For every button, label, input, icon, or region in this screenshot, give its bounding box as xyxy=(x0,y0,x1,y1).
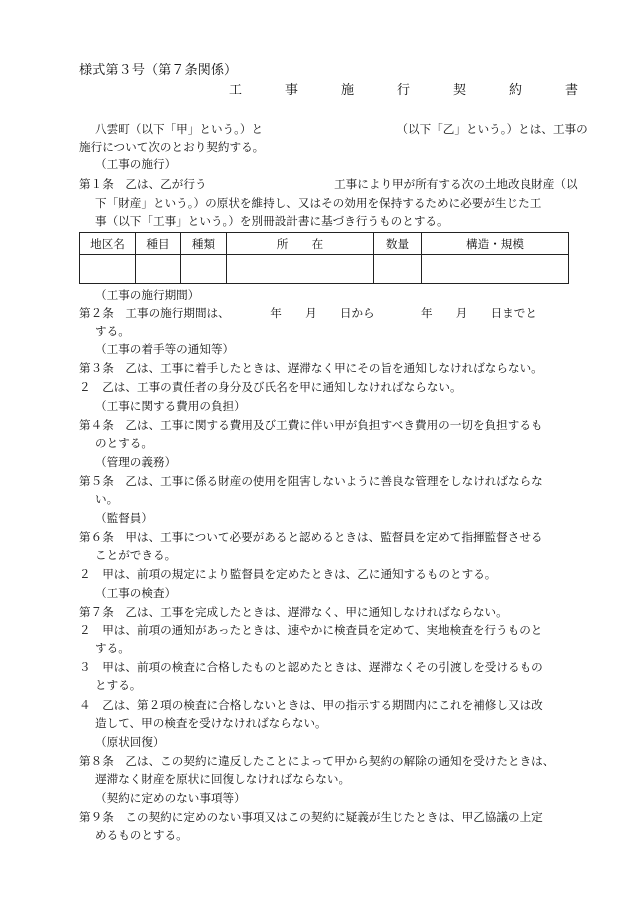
table-header-cell: 地区名 xyxy=(80,233,136,255)
document-title: 工 事 施 行 契 約 書 xyxy=(229,83,594,98)
table-cell xyxy=(80,255,136,284)
contract-text-line: ことができる。 xyxy=(95,548,177,562)
property-table-header-row xyxy=(80,233,569,255)
contract-text-line: （原状回復） xyxy=(95,735,165,749)
contract-text-line: 第２条 工事の施行期間は、 年 月 日から 年 月 日までと xyxy=(79,306,537,320)
contract-text-line: ２ 乙は、工事の責任者の身分及び氏名を甲に通知しなければならない。 xyxy=(79,380,462,394)
contract-text-line: （工事の施行） xyxy=(95,157,177,171)
table-header-cell: 構造・規模 xyxy=(422,233,569,255)
contract-text-line: （管理の義務） xyxy=(95,455,177,469)
contract-text-line: する。 xyxy=(95,324,130,338)
contract-text-line: （工事に関する費用の負担） xyxy=(95,399,246,413)
contract-text-line: 第６条 甲は、工事について必要があると認めるときは、監督員を定めて指揮監督させる xyxy=(79,530,543,544)
contract-text-line: のとする。 xyxy=(95,436,153,450)
contract-text-line: 遅滞なく財産を原状に回復しなければならない。 xyxy=(95,772,351,786)
contract-text-line: 造して、甲の検査を受けなければならない。 xyxy=(95,716,327,730)
contract-text-line: 第４条 乙は、工事に関する費用及び工費に伴い甲が負担すべき費用の一切を負担するも xyxy=(79,418,543,432)
form-number: 様式第３号（第７条関係） xyxy=(79,63,238,78)
intro-line-1: 八雲町（以下「甲」という。）と （以下「乙」という。）とは、工事の xyxy=(95,122,588,136)
contract-text-line: （契約に定めのない事項等） xyxy=(95,791,246,805)
contract-text-line: （監督員） xyxy=(95,511,153,525)
contract-text-line: ２ 甲は、前項の規定により監督員を定めたときは、乙に通知するものとする。 xyxy=(79,567,497,581)
contract-text-line: 下「財産」という。）の原状を維持し、又はその効用を保持するために必要が生じた工 xyxy=(95,196,542,210)
table-cell xyxy=(422,255,569,284)
contract-text-line: ２ 甲は、前項の通知があったときは、速やかに検査員を定めて、実地検査を行うものと xyxy=(79,623,543,637)
contract-text-line: ３ 甲は、前項の検査に合格したものと認めたときは、遅滞なくその引渡しを受けるもの xyxy=(79,660,543,674)
contract-text-line: 第３条 乙は、工事に着手したときは、遅滞なく甲にその旨を通知しなければならない。 xyxy=(79,361,543,375)
table-header-cell: 種類 xyxy=(181,233,227,255)
property-table-row xyxy=(80,255,569,284)
contract-text-line: 第８条 乙は、この契約に違反したことによって甲から契約の解除の通知を受けたときは、 xyxy=(79,754,555,768)
table-header-cell: 所 在 xyxy=(227,233,374,255)
property-table xyxy=(79,232,569,284)
contract-text-line: 第１条 乙は、乙が行う 工事により甲が所有する次の土地改良財産（以 xyxy=(79,177,578,191)
contract-text-line: する。 xyxy=(95,641,130,655)
contract-text-line: ４ 乙は、第２項の検査に合格しないときは、甲の指示する期間内にこれを補修し又は改 xyxy=(79,698,543,712)
contract-text-line: 第５条 乙は、工事に係る財産の使用を阻害しないように善良な管理をしなければならな xyxy=(79,474,543,488)
table-cell xyxy=(136,255,181,284)
contract-text-line: 第７条 乙は、工事を完成したときは、遅滞なく、甲に通知しなければならない。 xyxy=(79,605,508,619)
table-cell xyxy=(227,255,374,284)
table-cell xyxy=(374,255,422,284)
intro-line-2: 施行について次のとおり契約する。 xyxy=(79,140,265,154)
contract-text-line: めるものとする。 xyxy=(95,828,188,842)
contract-text-line: とする。 xyxy=(95,678,142,692)
table-cell xyxy=(181,255,227,284)
table-header-cell: 数量 xyxy=(374,233,422,255)
table-header-cell: 種目 xyxy=(136,233,181,255)
contract-text-line: い。 xyxy=(95,492,119,506)
contract-text-line: 事（以下「工事」という。）を別冊設計書に基づき行うものとする。 xyxy=(95,214,449,228)
contract-text-line: （工事の検査） xyxy=(95,586,177,600)
contract-text-line: 第９条 この契約に定めのない事項又はこの契約に疑義が生じたときは、甲乙協議の上定 xyxy=(79,810,543,824)
contract-text-line: （工事の施行期間） xyxy=(95,288,200,302)
contract-text-line: （工事の着手等の通知等） xyxy=(95,342,235,356)
